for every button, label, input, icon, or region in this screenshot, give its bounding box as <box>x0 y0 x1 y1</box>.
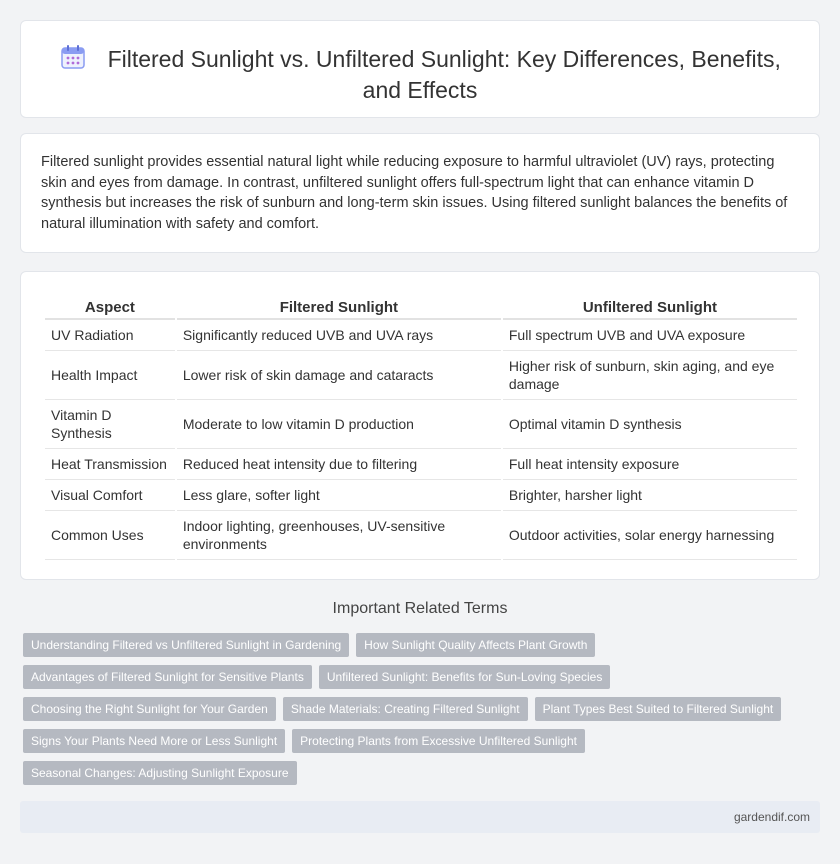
calendar-icon <box>59 43 87 71</box>
table-cell: Indoor lighting, greenhouses, UV-sensitive environments <box>177 511 501 560</box>
related-terms-title: Important Related Terms <box>332 600 508 617</box>
comparison-table <box>43 294 799 560</box>
table-cell: Full spectrum UVB and UVA exposure <box>503 320 797 351</box>
table-cell: Common Uses <box>45 511 175 560</box>
related-term-tag[interactable]: How Sunlight Quality Affects Plant Growth <box>356 633 595 657</box>
table-row <box>45 320 797 351</box>
footer-site-link[interactable]: gardendif.com <box>733 810 810 824</box>
table-cell: Reduced heat intensity due to filtering <box>177 449 501 480</box>
table-cell: Less glare, softer light <box>177 480 501 511</box>
footer-bar <box>20 801 820 833</box>
table-row <box>45 480 797 511</box>
intro-text: Filtered sunlight provides essential natural light while reducing exposure to harmful ultraviolet (UV) rays, protecting skin and eyes from damage. In contrast, unfiltered sunlight offers full-spectrum light that can enhance vitamin D synthesis but increases the risk of sunburn and long-term skin issues. Using filtered sunlight balances the benefits of natural illumination with safety and comfort. <box>41 154 788 232</box>
related-term-tag[interactable]: Seasonal Changes: Adjusting Sunlight Exposure <box>23 761 297 785</box>
table-row <box>45 511 797 560</box>
table-cell: Full heat intensity exposure <box>503 449 797 480</box>
table-cell: Significantly reduced UVB and UVA rays <box>177 320 501 351</box>
table-cell: Health Impact <box>45 351 175 400</box>
table-cell: Vitamin D Synthesis <box>45 400 175 449</box>
table-cell: Outdoor activities, solar energy harnessing <box>503 511 797 560</box>
table-cell: Brighter, harsher light <box>503 480 797 511</box>
table-cell: UV Radiation <box>45 320 175 351</box>
table-header-row <box>45 294 797 320</box>
related-term-tag[interactable]: Choosing the Right Sunlight for Your Garden <box>23 697 276 721</box>
table-cell: Moderate to low vitamin D production <box>177 400 501 449</box>
related-term-tag[interactable]: Plant Types Best Suited to Filtered Sunlight <box>535 697 782 721</box>
related-term-tag[interactable]: Understanding Filtered vs Unfiltered Sunlight in Gardening <box>23 633 349 657</box>
table-cell: Optimal vitamin D synthesis <box>503 400 797 449</box>
header-card <box>20 20 820 118</box>
related-term-tag[interactable]: Protecting Plants from Excessive Unfiltered Sunlight <box>292 729 585 753</box>
page-title: Filtered Sunlight vs. Unfiltered Sunlight: Key Differences, Benefits, and Effects <box>107 46 781 103</box>
related-term-tag[interactable]: Advantages of Filtered Sunlight for Sensitive Plants <box>23 665 312 689</box>
title-wrap <box>51 43 789 106</box>
related-term-tag[interactable]: Signs Your Plants Need More or Less Sunlight <box>23 729 285 753</box>
related-term-tag[interactable]: Shade Materials: Creating Filtered Sunlight <box>283 697 528 721</box>
column-header: Aspect <box>45 294 175 320</box>
table-row <box>45 351 797 400</box>
column-header: Unfiltered Sunlight <box>503 294 797 320</box>
table-row <box>45 449 797 480</box>
related-term-tag[interactable]: Unfiltered Sunlight: Benefits for Sun-Loving Species <box>319 665 611 689</box>
table-cell: Visual Comfort <box>45 480 175 511</box>
comparison-table-card <box>20 271 820 580</box>
column-header: Filtered Sunlight <box>177 294 501 320</box>
intro-card <box>20 133 820 253</box>
table-row <box>45 400 797 449</box>
table-cell: Heat Transmission <box>45 449 175 480</box>
related-terms-list <box>23 633 813 785</box>
table-cell: Lower risk of skin damage and cataracts <box>177 351 501 400</box>
table-cell: Higher risk of sunburn, skin aging, and eye damage <box>503 351 797 400</box>
